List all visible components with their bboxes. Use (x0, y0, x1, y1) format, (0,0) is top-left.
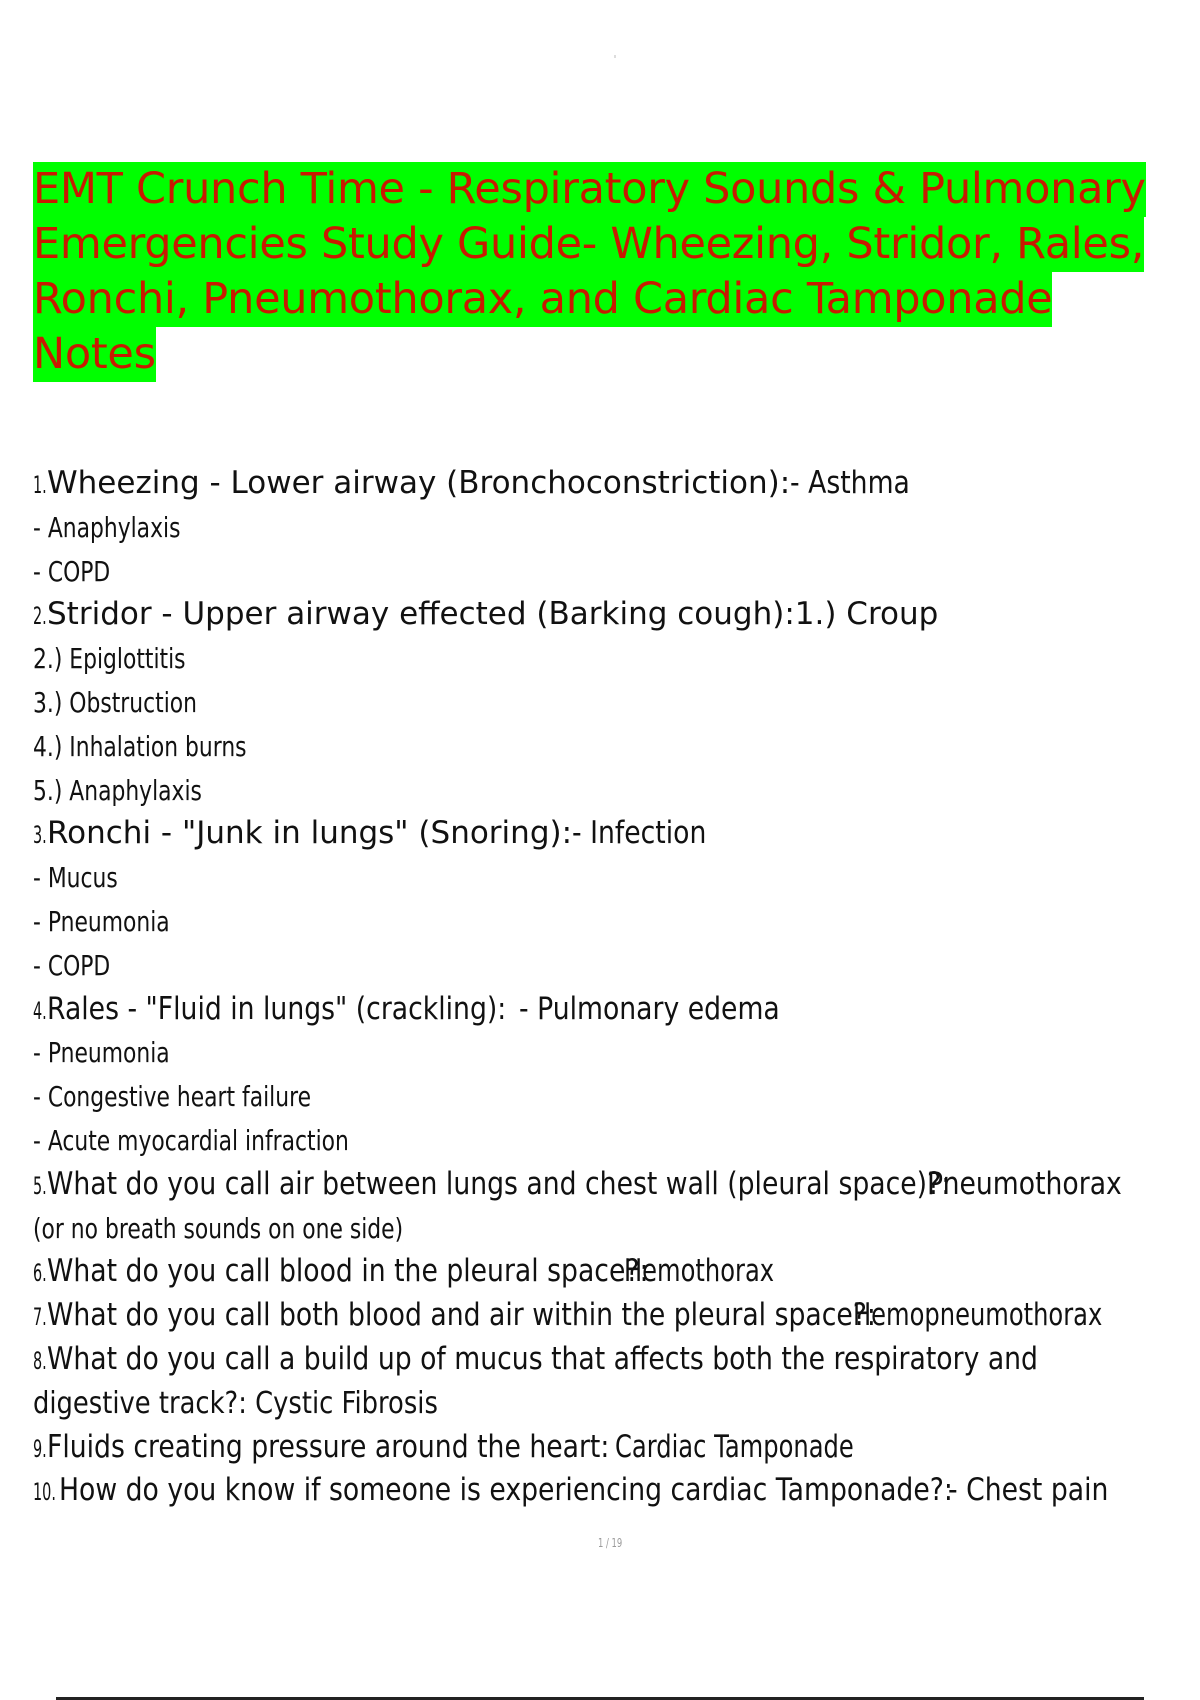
list-subitem (33, 944, 1200, 988)
subitem-text: - Anaphylaxis (33, 510, 181, 544)
item-number: 7. (33, 1303, 47, 1332)
title-line-1-text: EMT Crunch Time - Respiratory Sounds & Pulmonary (33, 162, 1146, 217)
item-number: 2. (33, 602, 47, 631)
item-answer: Hemopneumothorax (852, 1297, 1103, 1334)
item-number: 3. (33, 821, 47, 850)
item-answer: - Asthma (790, 465, 911, 501)
subitem-text: 2.) Epiglottitis (33, 642, 186, 676)
item-question: Wheezing - Lower airway (Bronchoconstriction): (47, 465, 791, 501)
list-item-9 (33, 1426, 1200, 1470)
item-question: What do you call air between lungs and chest wall (pleural space)?: (47, 1165, 951, 1202)
title-line-4 (33, 327, 1200, 382)
subitem-text: - Mucus (33, 861, 118, 895)
list-item-8-continued (33, 1382, 1200, 1426)
item-number: 1. (33, 471, 47, 499)
subitem-text: - Pneumonia (33, 1036, 170, 1070)
subitem-text: - Pneumonia (33, 904, 170, 938)
list-subitem (33, 550, 1200, 594)
list-item-3 (33, 812, 1200, 856)
item-number: 8. (33, 1346, 47, 1375)
list-subitem (33, 681, 1200, 725)
list-item-2 (33, 593, 1200, 637)
subitem-text: - Congestive heart failure (33, 1080, 312, 1114)
list-item-10 (33, 1469, 1200, 1513)
page-indicator: 1 / 19 (598, 1536, 623, 1550)
list-subitem (33, 1075, 1200, 1119)
list-subitem (33, 769, 1200, 813)
list-item-6 (33, 1250, 1200, 1294)
subitem-text: 5.) Anaphylaxis (33, 773, 202, 807)
item-question: How do you know if someone is experiencing cardiac Tamponade?: (59, 1472, 953, 1509)
item-question: What do you call blood in the pleural space?: (47, 1253, 649, 1290)
list-subitem (33, 1119, 1200, 1163)
subitem-text: 3.) Obstruction (33, 685, 197, 719)
item-number: 4. (33, 996, 47, 1025)
list-subitem (33, 637, 1200, 681)
item-question: Ronchi - "Junk in lungs" (Snoring): (47, 815, 573, 852)
subitem-text: (or no breath sounds on one side) (33, 1211, 404, 1245)
item-answer: - Chest pain (948, 1472, 1109, 1509)
list-subitem (33, 1207, 1200, 1251)
list-item-4 (33, 988, 1200, 1032)
item-answer: - Pulmonary edema (519, 990, 780, 1027)
list-item-7 (33, 1294, 1200, 1338)
top-mark (614, 55, 616, 58)
title-line-3 (33, 272, 1200, 327)
item-question: Stridor - Upper airway effected (Barking cough): (47, 596, 795, 633)
list-item-8 (33, 1338, 1200, 1382)
list-subitem (33, 856, 1200, 900)
item-question: Rales - "Fluid in lungs" (crackling): (47, 990, 507, 1027)
list-item-1 (33, 462, 1200, 506)
list-subitem (33, 506, 1200, 550)
item-number: 9. (33, 1434, 47, 1463)
list-subitem (33, 725, 1200, 769)
item-question: Fluids creating pressure around the heart: (47, 1428, 610, 1465)
list-subitem (33, 900, 1200, 944)
title-line-1 (33, 162, 1200, 217)
item-answer: digestive track?: Cystic Fibrosis (33, 1385, 438, 1421)
title-line-4-text: Notes (33, 327, 156, 382)
item-question: What do you call both blood and air within the pleural space?: (47, 1297, 876, 1334)
title-line-3-text: Ronchi, Pneumothorax, and Cardiac Tamponade (33, 272, 1052, 327)
item-number: 10. (33, 1478, 56, 1507)
list-item-5 (33, 1163, 1200, 1207)
subitem-text: - COPD (33, 948, 111, 982)
item-number: 5. (33, 1171, 47, 1200)
item-answer: Hemothorax (624, 1253, 775, 1290)
item-answer: Cardiac Tamponade (614, 1428, 854, 1465)
item-answer: - Infection (572, 815, 707, 852)
list-subitem (33, 1031, 1200, 1075)
item-number: 6. (33, 1259, 47, 1288)
item-question: What do you call a build up of mucus that affects both the respiratory and (47, 1340, 1038, 1377)
title-line-2 (33, 217, 1200, 272)
title-line-2-text: Emergencies Study Guide- Wheezing, Stridor, Rales, (33, 217, 1144, 272)
document-title (33, 162, 1200, 382)
item-answer: 1.) Croup (794, 596, 939, 633)
subitem-text: - Acute myocardial infraction (33, 1123, 349, 1157)
subitem-text: - COPD (33, 554, 111, 588)
study-notes-list (33, 462, 1200, 1513)
item-answer: Pneumothorax (927, 1165, 1123, 1202)
subitem-text: 4.) Inhalation burns (33, 729, 247, 763)
